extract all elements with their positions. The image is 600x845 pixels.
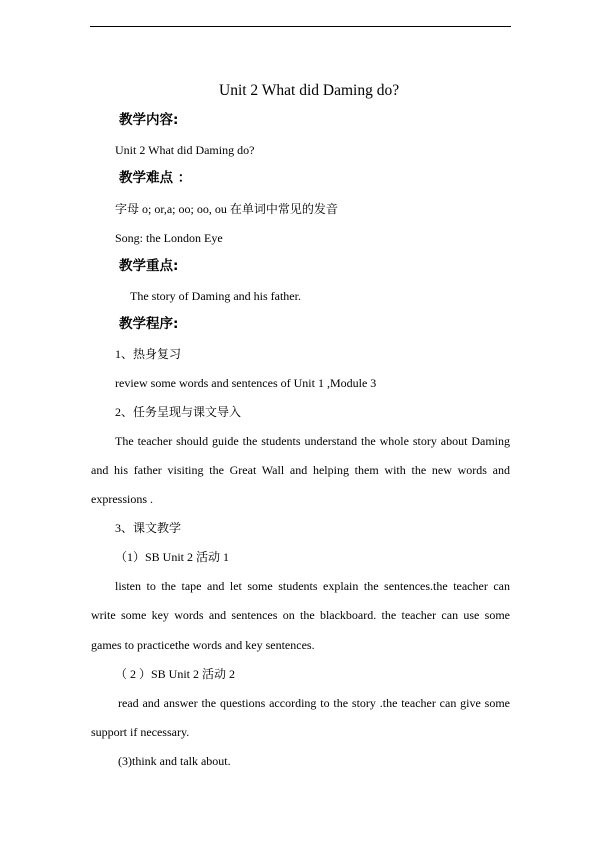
step-2-title: 2、任务呈现与课文导入 — [115, 405, 242, 419]
activity-1-line-2: write some key words and sentences on the blackboard. the teacher can use some — [91, 608, 510, 622]
key-points-heading: 教学重点: — [119, 258, 179, 274]
activity-1-line-3: games to practicethe words and key sentences. — [91, 638, 315, 652]
activity-1-title: （1）SB Unit 2 活动 1 — [115, 550, 230, 564]
procedure-heading: 教学程序: — [119, 316, 179, 332]
step-2-line-3: expressions . — [91, 492, 153, 506]
header-rule — [90, 26, 511, 27]
document-title: Unit 2 What did Daming do? — [219, 82, 400, 99]
activity-2-line-1: read and answer the questions according to the story .the teacher can give some — [118, 696, 510, 710]
step-1-text: review some words and sentences of Unit 1 ,Module 3 — [115, 376, 377, 390]
step-2-line-2: and his father visiting the Great Wall and helping them with the new words and — [91, 463, 510, 477]
activity-2-title: （ 2 ）SB Unit 2 活动 2 — [115, 667, 236, 681]
difficulty-line-1: 字母 o; or,a; oo; oo, ou 在单词中常见的发音 — [115, 202, 338, 216]
difficulty-line-2: Song: the London Eye — [115, 231, 223, 245]
activity-3-title: (3)think and talk about. — [118, 754, 231, 768]
key-points-text: The story of Daming and his father. — [130, 289, 301, 303]
step-2-line-1: The teacher should guide the students understand the whole story about Daming — [115, 434, 510, 448]
step-3-title: 3、课文教学 — [115, 521, 182, 535]
content-text: Unit 2 What did Daming do? — [115, 143, 255, 157]
step-1-title: 1、热身复习 — [115, 347, 182, 361]
difficulty-heading: 教学难点 ： — [119, 170, 192, 186]
activity-1-line-1: listen to the tape and let some students explain the sentences.the teacher can — [115, 579, 510, 593]
content-heading: 教学内容: — [119, 112, 179, 128]
activity-2-line-2: support if necessary. — [91, 725, 190, 739]
